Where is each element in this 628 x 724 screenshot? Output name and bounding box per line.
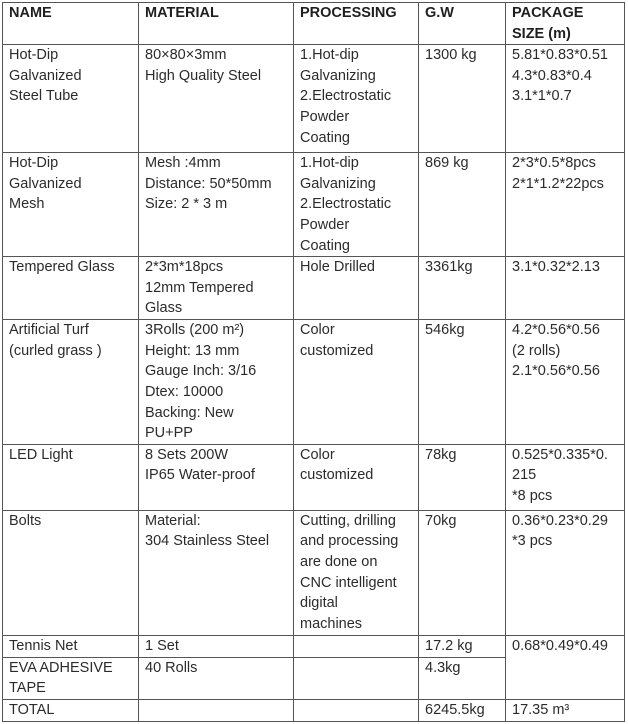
- cell-gw: 3361kg: [419, 257, 506, 320]
- header-package: PACKAGE SIZE (m): [506, 3, 625, 45]
- cell-processing: [294, 657, 419, 699]
- cell-package: 0.525*0.335*0. 215 *8 pcs: [506, 444, 625, 510]
- cell-material: 1 Set: [139, 635, 294, 657]
- cell-package: 0.68*0.49*0.49: [506, 635, 625, 699]
- cell-processing: [294, 635, 419, 657]
- cell-package: 17.35 m³: [506, 699, 625, 721]
- table-row: [3, 635, 625, 657]
- cell-gw: 1300 kg: [419, 45, 506, 153]
- cell-package: 3.1*0.32*2.13: [506, 257, 625, 320]
- cell-material: 80×80×3mm High Quality Steel: [139, 45, 294, 153]
- cell-processing: Hole Drilled: [294, 257, 419, 320]
- table-row: [3, 444, 625, 510]
- table-row: [3, 510, 625, 635]
- cell-name: Bolts: [3, 510, 139, 635]
- cell-package: 4.2*0.56*0.56 (2 rolls) 2.1*0.56*0.56: [506, 320, 625, 445]
- cell-processing: Color customized: [294, 444, 419, 510]
- cell-name: Tempered Glass: [3, 257, 139, 320]
- header-gw: G.W: [419, 3, 506, 45]
- cell-material: [139, 699, 294, 721]
- product-table: [2, 2, 625, 722]
- cell-name: Tennis Net: [3, 635, 139, 657]
- cell-gw: 78kg: [419, 444, 506, 510]
- table-row: [3, 153, 625, 257]
- cell-name: LED Light: [3, 444, 139, 510]
- cell-gw: 546kg: [419, 320, 506, 445]
- cell-package: 5.81*0.83*0.51 4.3*0.83*0.4 3.1*1*0.7: [506, 45, 625, 153]
- cell-material: 2*3m*18pcs 12mm Tempered Glass: [139, 257, 294, 320]
- cell-material: Material: 304 Stainless Steel: [139, 510, 294, 635]
- cell-name: TOTAL: [3, 699, 139, 721]
- cell-package: 2*3*0.5*8pcs 2*1*1.2*22pcs: [506, 153, 625, 257]
- cell-processing: 1.Hot-dip Galvanizing 2.Electrostatic Powder Coating: [294, 153, 419, 257]
- cell-material: 40 Rolls: [139, 657, 294, 699]
- cell-processing: 1.Hot-dip Galvanizing 2.Electrostatic Powder Coating: [294, 45, 419, 153]
- cell-gw: 70kg: [419, 510, 506, 635]
- table-row: [3, 320, 625, 445]
- header-processing: PROCESSING: [294, 3, 419, 45]
- cell-gw: 17.2 kg: [419, 635, 506, 657]
- cell-gw: 6245.5kg: [419, 699, 506, 721]
- table-row: [3, 45, 625, 153]
- header-name: NAME: [3, 3, 139, 45]
- cell-package: 0.36*0.23*0.29 *3 pcs: [506, 510, 625, 635]
- cell-name: Hot-Dip Galvanized Mesh: [3, 153, 139, 257]
- cell-gw: 869 kg: [419, 153, 506, 257]
- cell-name: Artificial Turf (curled grass ): [3, 320, 139, 445]
- cell-material: Mesh :4mm Distance: 50*50mm Size: 2 * 3 m: [139, 153, 294, 257]
- cell-name: Hot-Dip Galvanized Steel Tube: [3, 45, 139, 153]
- header-row: [3, 3, 625, 45]
- cell-material: 8 Sets 200W IP65 Water-proof: [139, 444, 294, 510]
- cell-gw: 4.3kg: [419, 657, 506, 699]
- total-row: [3, 699, 625, 721]
- header-material: MATERIAL: [139, 3, 294, 45]
- cell-name: EVA ADHESIVE TAPE: [3, 657, 139, 699]
- cell-material: 3Rolls (200 m²) Height: 13 mm Gauge Inch: 3/16 Dtex: 10000 Backing: New PU+PP: [139, 320, 294, 445]
- cell-processing: [294, 699, 419, 721]
- cell-processing: Color customized: [294, 320, 419, 445]
- table-row: [3, 257, 625, 320]
- cell-processing: Cutting, drilling and processing are done on CNC intelligent digital machines: [294, 510, 419, 635]
